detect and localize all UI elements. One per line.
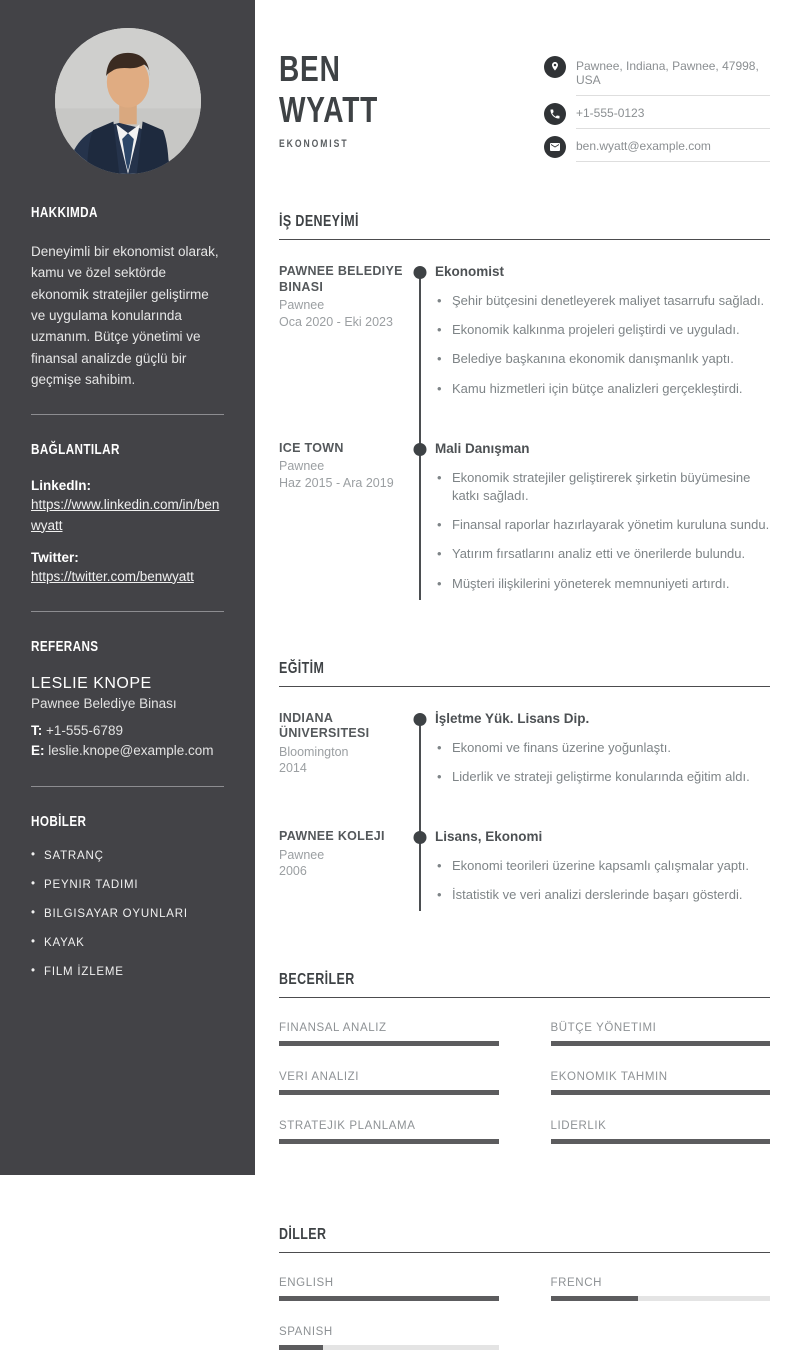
skill-item (551, 1120, 771, 1144)
education-bullets (435, 857, 770, 904)
education-meta (279, 829, 405, 915)
links-title: BAĞLANTILAR (31, 441, 120, 459)
contact-row-location (544, 56, 770, 96)
sidebar-divider (31, 786, 224, 787)
reference-company: Pawnee Belediye Binası (31, 696, 177, 712)
skills-section (279, 971, 770, 1144)
language-bar (551, 1296, 771, 1301)
bullet: • Belediye başkanına ekonomik danışmanlık yaptı. (435, 350, 770, 368)
timeline-dot (414, 713, 427, 726)
reference-title: REFERANS (31, 638, 99, 656)
skill-label: STRATEJIK PLANLAMA (279, 1120, 416, 1133)
skills-heading: BECERİLER (279, 971, 770, 998)
hobby-item: FILM İZLEME (44, 965, 124, 978)
linkedin-link[interactable]: https://www.linkedin.com/in/benwyatt (31, 497, 220, 533)
education-meta (279, 711, 405, 797)
profile-photo (55, 28, 201, 174)
education-bullets (435, 739, 770, 786)
company-name: PAWNEE BELEDIYE BINASI (279, 264, 403, 294)
job-bullets (435, 292, 770, 398)
bullet: • Kamu hizmetleri için bütçe analizleri gerçekleştirdi. (435, 380, 770, 398)
bullet: • Yatırım fırsatlarını analiz etti ve önerilerde bulundu. (435, 545, 770, 563)
hobby-list (31, 850, 224, 978)
contact-phone: +1-555-0123 (576, 103, 770, 129)
experience-section (279, 213, 770, 604)
twitter-label: Twitter: (31, 549, 79, 565)
contact-row-phone (544, 103, 770, 129)
contact-list (544, 46, 770, 169)
phone-value: +1-555-6789 (46, 723, 123, 739)
experience-heading: İŞ DENEYİMİ (279, 213, 770, 240)
language-item (551, 1277, 771, 1301)
company-dates: Haz 2015 - Ara 2019 (279, 475, 394, 490)
link-item-linkedin (31, 478, 224, 536)
email-icon (544, 136, 566, 158)
company-location: Pawnee (279, 459, 325, 474)
language-label: SPANISH (279, 1326, 333, 1339)
skill-bar (551, 1041, 771, 1046)
skill-bar (279, 1090, 499, 1095)
email-value: leslie.knope@example.com (48, 743, 214, 759)
reference-name: LESLIE KNOPE (31, 675, 152, 693)
education-entry (279, 829, 770, 915)
name-block (279, 46, 406, 169)
bullet: • İstatistik ve veri analizi derslerinde başarı gösterdi. (435, 886, 770, 904)
skill-label: LIDERLIK (550, 1120, 607, 1133)
hobbies-title: HOBİLER (31, 812, 87, 830)
sidebar-divider (31, 611, 224, 612)
school-dates: 2006 (279, 863, 307, 878)
bullet: • Ekonomi ve finans üzerine yoğunlaştı. (435, 739, 770, 757)
phone-label: T: (31, 723, 43, 739)
sidebar-divider (31, 414, 224, 415)
education-entry (279, 711, 770, 797)
name-line-1: BEN (279, 48, 341, 89)
skill-item (551, 1022, 771, 1046)
twitter-link[interactable]: https://twitter.com/benwyatt (31, 568, 194, 584)
contact-email: ben.wyatt@example.com (576, 136, 770, 162)
job-bullets (435, 469, 770, 593)
experience-items (279, 264, 770, 604)
main-content (255, 0, 794, 1339)
language-bar (279, 1296, 499, 1301)
bullet: • Ekonomik kalkınma projeleri geliştirdi ve uyguladı. (435, 321, 770, 339)
bullet: • Liderlik ve strateji geliştirme konularında eğitim aldı. (435, 768, 770, 786)
degree: İşletme Yük. Lisans Dip. (435, 710, 590, 726)
education-items (279, 711, 770, 916)
language-bar (279, 1345, 499, 1350)
linkedin-label: LinkedIn: (31, 478, 91, 494)
language-label: FRENCH (550, 1277, 603, 1290)
bullet: • Ekonomi teorileri üzerine kapsamlı çalışmalar yaptı. (435, 857, 770, 875)
job-title: EKONOMIST (279, 138, 349, 151)
skill-bar (279, 1041, 499, 1046)
experience-entry (279, 441, 770, 604)
skill-item (279, 1071, 499, 1095)
timeline-dot (414, 831, 427, 844)
skill-bar (551, 1090, 771, 1095)
skill-item (279, 1022, 499, 1046)
about-title: HAKKIMDA (31, 204, 98, 221)
language-item (279, 1277, 499, 1301)
skill-label: VERI ANALIZI (279, 1071, 360, 1084)
timeline-dot (414, 266, 427, 279)
experience-meta (279, 441, 405, 604)
avatar (55, 28, 201, 174)
school-location: Pawnee (279, 847, 325, 862)
skills-grid (279, 1022, 770, 1144)
link-item-twitter (31, 550, 224, 587)
languages-section (279, 1226, 770, 1350)
email-label: E: (31, 743, 45, 759)
company-location: Pawnee (279, 298, 325, 313)
header (279, 46, 770, 169)
company-name: ICE TOWN (279, 440, 344, 455)
languages-heading: DİLLER (279, 1226, 770, 1253)
language-item (279, 1326, 499, 1350)
language-label: ENGLISH (279, 1277, 334, 1290)
phone-icon (544, 103, 566, 125)
skill-bar (279, 1139, 499, 1144)
about-text: Deneyimli bir ekonomist olarak, kamu ve özel sektörde ekonomik stratejiler geliştirme ve uygulama konularında uzmanım. Bütçe yönetimi ve finansal analizde güçlü bir geçmişe sahibim. (31, 244, 219, 387)
skill-bar (551, 1139, 771, 1144)
languages-grid (279, 1277, 770, 1350)
hobby-item: KAYAK (44, 936, 85, 949)
school-name: INDIANA ÜNIVERSITESI (279, 710, 370, 741)
sidebar (0, 0, 255, 1175)
education-section (279, 660, 770, 916)
degree: Lisans, Ekonomi (435, 829, 543, 845)
skill-item (551, 1071, 771, 1095)
skill-label: EKONOMIK TAHMIN (550, 1071, 668, 1084)
education-heading: EĞİTİM (279, 660, 770, 687)
skill-label: FINANSAL ANALIZ (279, 1022, 387, 1035)
reference-email (31, 741, 224, 761)
reference-phone (31, 721, 224, 741)
contact-row-email (544, 136, 770, 162)
school-dates: 2014 (279, 761, 307, 776)
skill-item (279, 1120, 499, 1144)
bullet: • Müşteri ilişkilerini yöneterek memnuniyeti artırdı. (435, 575, 770, 593)
experience-entry (279, 264, 770, 409)
bullet: • Finansal raporlar hazırlayarak yönetim kuruluna sundu. (435, 516, 770, 534)
experience-meta (279, 264, 405, 409)
job-role: Ekonomist (435, 264, 505, 279)
location-icon (544, 56, 566, 78)
bullet: • Ekonomik stratejiler geliştirerek şirketin büyümesine katkı sağladı. (435, 469, 770, 505)
hobby-item: SATRANÇ (44, 849, 104, 862)
company-dates: Oca 2020 - Eki 2023 (279, 314, 393, 329)
school-location: Bloomington (279, 744, 349, 759)
bullet: • Şehir bütçesini denetleyerek maliyet tasarrufu sağladı. (435, 292, 770, 310)
hobby-item: PEYNIR TADIMI (44, 878, 139, 891)
job-role: Mali Danışman (435, 440, 530, 456)
timeline-dot (414, 443, 427, 456)
contact-location: Pawnee, Indiana, Pawnee, 47998, USA (576, 56, 770, 96)
skill-label: BÜTÇE YÖNETIMI (550, 1022, 657, 1035)
name-line-2: WYATT (279, 89, 379, 131)
hobby-item: BILGISAYAR OYUNLARI (44, 907, 188, 920)
school-name: PAWNEE KOLEJI (279, 829, 385, 844)
